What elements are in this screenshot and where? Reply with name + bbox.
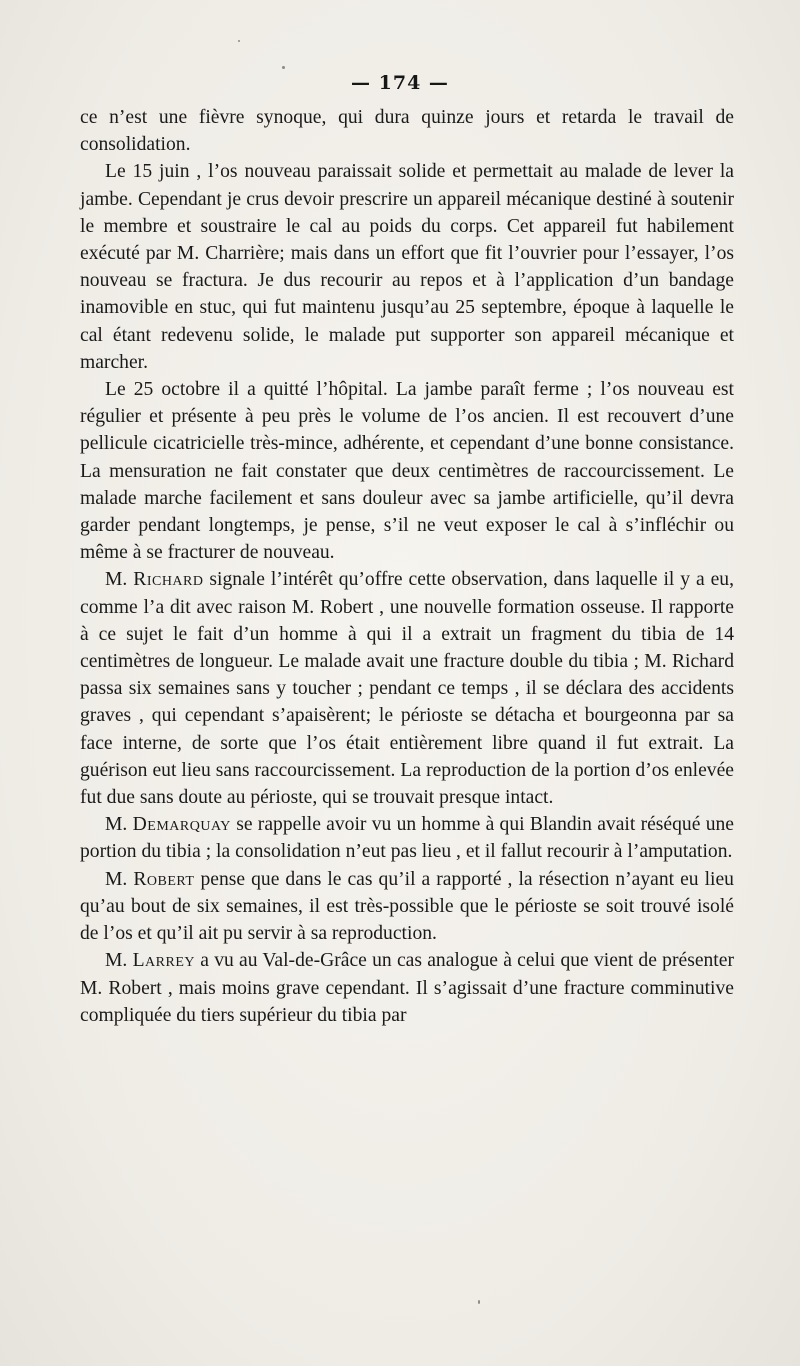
paragraph-4: [80, 566, 734, 811]
paragraph-5-text: se rappelle avoir vu un homme à qui Blandin avait réséqué une portion du tibia ; la consolidation n’eut pas lieu , et il fallut recourir à l’amputation.: [80, 814, 734, 863]
paragraph-4-text: signale l’intérêt qu’offre cette observation, dans laquelle il y a eu, comme l’a dit avec raison M. Robert , une nouvelle formation osseuse. Il rapporte à ce sujet le fait d’un homme à qui il a extrait un fragment du tibia de 14 centimètres de longueur. Le malade avait une fracture double du tibia ; M. Richard passa six semaines sans y toucher ; pendant ce temps , il se déclara des accidents graves , qui cependant s’apaisèrent; le périoste se détacha et bourgeonna par sa face interne, de sorte que l’os était entièrement libre quand il fut extrait. La guérison eut lieu sans raccourcissement. La reproduction de la portion d’os enlevée fut due sans doute au périoste, qui se trouvait presque intact.: [80, 569, 734, 809]
speaker-prefix: M.: [105, 569, 128, 591]
paragraph-3: Le 25 octobre il a quitté l’hôpital. La jambe paraît ferme ; l’os nouveau est régulier et présente à peu près le volume de l’os ancien. Il est recouvert d’une pellicule cicatricielle très-mince, adhérente, et cependant d’une bonne consistance. La mensuration ne fait constater que deux centimètres de raccourcissement. Le malade marche facilement et sans douleur avec sa jambe artificielle, qu’il devra garder pendant longtemps, je pense, s’il ne veut exposer le cal à s’infléchir ou même à se fracturer de nouveau.: [80, 379, 734, 564]
page-number: — 174 —: [351, 72, 449, 94]
paper-speck: [478, 1300, 480, 1304]
speaker-prefix: M.: [105, 950, 128, 972]
speaker-name-demarquay: Demarquay: [132, 814, 231, 836]
speaker-name-robert: Robert: [133, 868, 195, 890]
body-text: [80, 104, 734, 1029]
paragraph-7: [80, 947, 734, 1029]
paper-speck: [282, 66, 285, 69]
paragraph-7-text: a vu au Val-de-Grâce un cas analogue à celui que vient de présenter M. Robert , mais moins grave cependant. Il s’agissait d’une fracture comminutive compliquée du tiers supérieur du tibia par: [80, 950, 734, 1026]
speaker-prefix: M.: [105, 814, 128, 836]
paragraph-6: [80, 866, 734, 948]
speaker-name-larrey: Larrey: [132, 950, 195, 972]
paragraph-1: ce n’est une fièvre synoque, qui dura quinze jours et retarda le travail de consolidation.: [80, 107, 734, 156]
speaker-prefix: M.: [105, 868, 128, 890]
paper-speck: [238, 40, 240, 42]
paragraph-6-text: pense que dans le cas qu’il a rapporté , la résection n’ayant eu lieu qu’au bout de six semaines, il est très-possible que le périoste se soit trouvé isolé de l’os et qu’il ait pu servir à sa reproduction.: [80, 868, 734, 945]
paragraph-5: [80, 811, 734, 865]
paragraph-2: Le 15 juin , l’os nouveau paraissait solide et permettait au malade de lever la jambe. Cependant je crus devoir prescrire un appareil mécanique destiné à soutenir le membre et soustraire le cal au poids du corps. Cet appareil fut habilement exécuté par M. Charrière; mais dans un effort que fit l’ouvrier pour l’essayer, l’os nouveau se fractura. Je dus recourir au repos et à l’application d’un bandage inamovible en stuc, qui fut maintenu jusqu’au 25 septembre, époque à laquelle le cal étant redevenu solide, le malade put supporter son appareil mécanique et marcher.: [80, 161, 734, 373]
speaker-name-richard: Richard: [133, 569, 204, 591]
